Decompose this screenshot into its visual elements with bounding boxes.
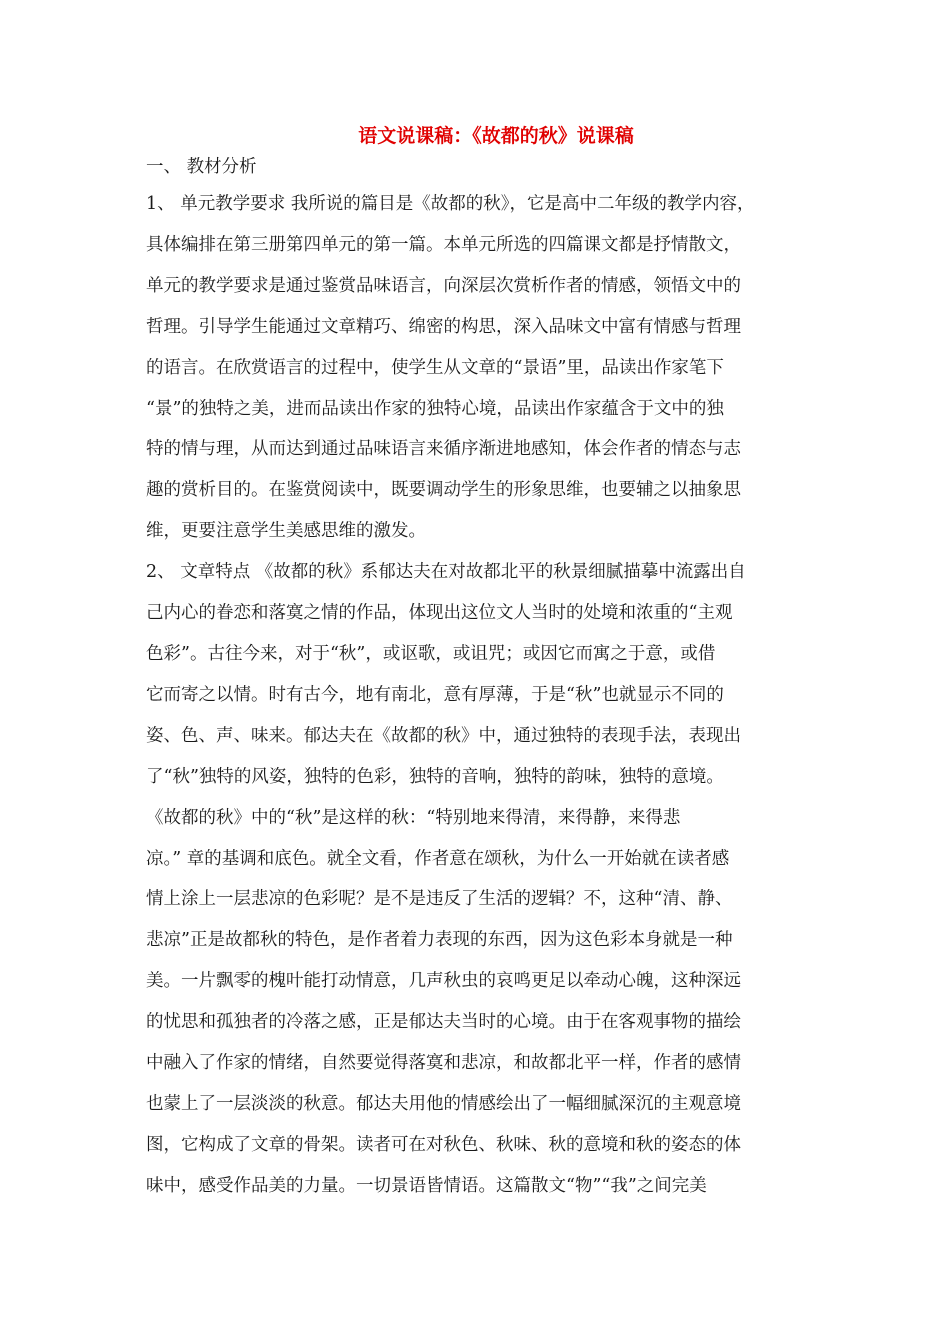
text-line: 也蒙上了一层淡淡的秋意。郁达夫用他的情感绘出了一幅细腻深沉的主观意境 (146, 1093, 741, 1114)
text-line: 单元的教学要求是通过鉴赏品味语言，向深层次赏析作者的情感，领悟文中的 (146, 275, 741, 296)
text-line: 情上涂上一层悲凉的色彩呢？是不是违反了生活的逻辑？不，这种“清、静、 (146, 889, 733, 910)
text-line: 2、 文章特点 《故都的秋》系郁达夫在对故都北平的秋景细腻描摹中流露出自 (146, 562, 746, 583)
text-line: 特的情与理，从而达到通过品味语言来循序渐进地感知，体会作者的情态与志 (146, 439, 741, 460)
document-body (146, 184, 806, 1207)
text-line: 味中，感受作品美的力量。一切景语皆情语。这篇散文“物”“我”之间完美 (146, 1175, 707, 1196)
text-line: 凉。” 章的基调和底色。就全文看，作者意在颂秋，为什么一开始就在读者感 (146, 848, 730, 869)
text-line: 趣的赏析目的。在鉴赏阅读中，既要调动学生的形象思维，也要辅之以抽象思 (146, 480, 741, 501)
text-line: 1、 单元教学要求 我所说的篇目是《故都的秋》，它是高中二年级的教学内容， (146, 194, 755, 214)
text-line: 色彩”。古往今来，对于“秋”，或讴歌，或诅咒；或因它而寓之于意，或借 (146, 643, 716, 664)
document-title: 语文说课稿：《故都的秋》说课稿 (358, 125, 634, 147)
text-line: 《故都的秋》中的“秋”是这样的秋：“特别地来得清，来得静，来得悲 (146, 807, 681, 828)
text-line: 己内心的眷恋和落寞之情的作品，体现出这位文人当时的处境和浓重的“主观 (146, 603, 733, 624)
text-line: 姿、色、声、味来。郁达夫在《故都的秋》中，通过独特的表现手法，表现出 (146, 725, 741, 746)
text-line: 中融入了作家的情绪，自然要觉得落寞和悲凉，和故都北平一样，作者的感情 (146, 1053, 741, 1074)
text-line: 图，它构成了文章的骨架。读者可在对秋色、秋味、秋的意境和秋的姿态的体 (146, 1134, 741, 1155)
text-line: “景”的独特之美，进而品读出作家的独特心境，品读出作家蕴含于文中的独 (146, 398, 724, 419)
text-line: 具体编排在第三册第四单元的第一篇。本单元所选的四篇课文都是抒情散文， (146, 234, 741, 255)
text-line: 的忧思和孤独者的冷落之感，正是郁达夫当时的心境。由于在客观事物的描绘 (146, 1012, 741, 1033)
text-line: 美。一片飘零的槐叶能打动情意，几声秋虫的哀鸣更足以牵动心魄，这种深远 (146, 971, 741, 992)
section-heading: 一、 教材分析 (146, 157, 257, 177)
text-line: 哲理。引导学生能通过文章精巧、绵密的构思，深入品味文中富有情感与哲理 (146, 316, 741, 337)
text-line: 它而寄之以情。时有古今，地有南北，意有厚薄，于是“秋”也就显示不同的 (146, 684, 724, 705)
text-line: 的语言。在欣赏语言的过程中，使学生从文章的“景语”里，品读出作家笔下 (146, 357, 724, 378)
document-page (146, 118, 806, 1207)
text-line: 维，更要注意学生美感思维的激发。 (146, 521, 426, 542)
text-line: 了“秋”独特的风姿，独特的色彩，独特的音响，独特的韵味，独特的意境。 (146, 766, 724, 787)
text-line: 悲凉”正是故都秋的特色，是作者着力表现的东西，因为这色彩本身就是一种 (146, 930, 733, 951)
